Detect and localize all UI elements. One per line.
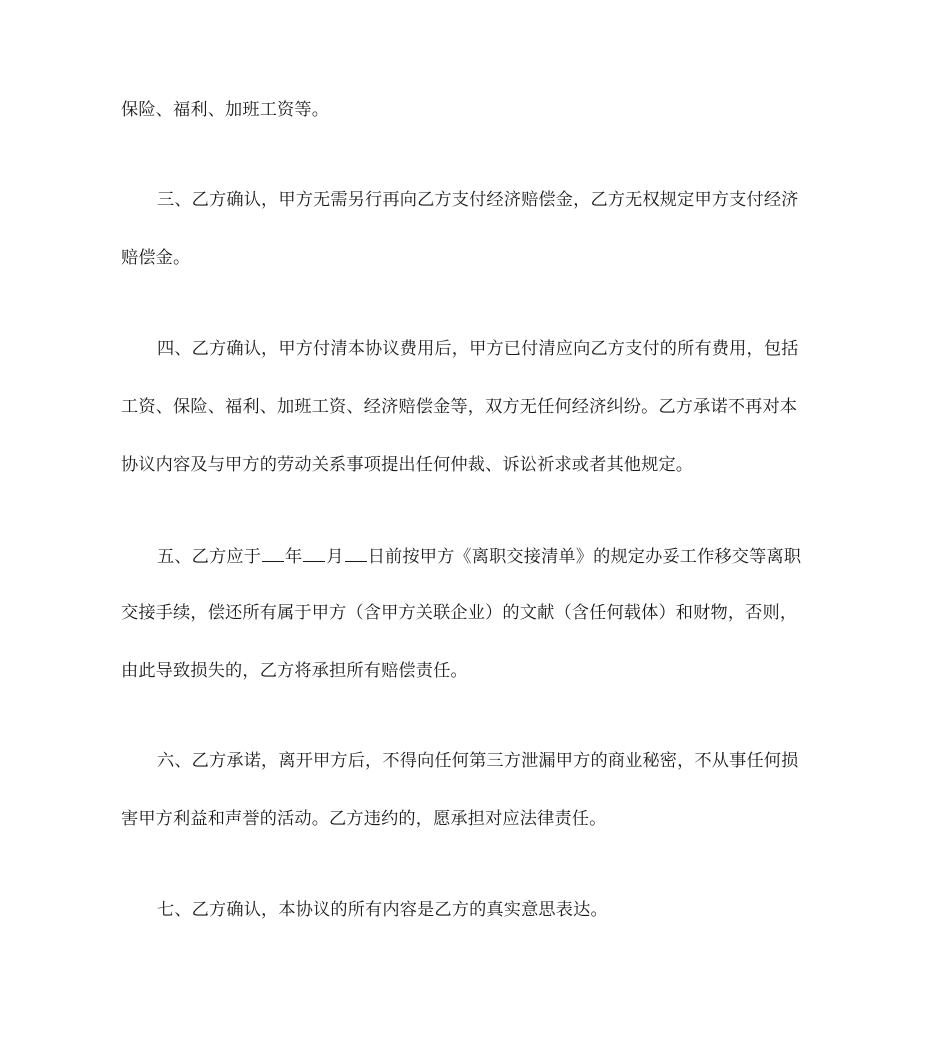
text-segment: 日前按甲方《离职交接清单》的规定办妥工作移交等离职 bbox=[367, 547, 802, 567]
text-line: 害甲方利益和声誉的活动。乙方违约的，愿承担对应法律责任。 bbox=[121, 809, 607, 829]
text-segment: 月 bbox=[326, 547, 344, 567]
text-line: 工资、保险、福利、加班工资、经济赔偿金等，双方无任何经济纠纷。乙方承诺不再对本 bbox=[121, 397, 798, 417]
text-line: 七、乙方确认，本协议的所有内容是乙方的真实意思表达。 bbox=[157, 900, 608, 920]
text-segment: 年 bbox=[285, 547, 303, 567]
text-line: 六、乙方承诺，离开甲方后，不得向任何第三方泄漏甲方的商业秘密，不从事任何损 bbox=[157, 751, 799, 771]
paragraph-6 bbox=[121, 750, 833, 866]
blank-year-field bbox=[262, 544, 284, 562]
paragraph-5 bbox=[121, 544, 833, 718]
paragraph-3 bbox=[121, 189, 833, 305]
paragraph-7 bbox=[121, 899, 833, 957]
text-line: 四、乙方确认，甲方付清本协议费用后，甲方已付清应向乙方支付的所有费用，包括 bbox=[157, 339, 799, 359]
paragraph-2-continuation bbox=[121, 99, 833, 157]
paragraph-4 bbox=[121, 338, 833, 512]
text-line: 赔偿金。 bbox=[121, 248, 191, 268]
text-line: 由此导致损失的，乙方将承担所有赔偿责任。 bbox=[121, 661, 468, 681]
text-segment: 五、乙方应于 bbox=[157, 547, 262, 567]
text-line: 交接手续，偿还所有属于甲方（含甲方关联企业）的文献（含任何载体）和财物，否则， bbox=[121, 603, 798, 623]
blank-day-field bbox=[345, 544, 367, 562]
text-line: 三、乙方确认，甲方无需另行再向乙方支付经济赔偿金，乙方无权规定甲方支付经济 bbox=[157, 190, 799, 210]
blank-month-field bbox=[303, 544, 325, 562]
text-line bbox=[121, 544, 833, 602]
text-line: 协议内容及与甲方的劳动关系事项提出任何仲裁、诉讼祈求或者其他规定。 bbox=[121, 455, 694, 475]
text-line: 保险、福利、加班工资等。 bbox=[121, 100, 330, 120]
